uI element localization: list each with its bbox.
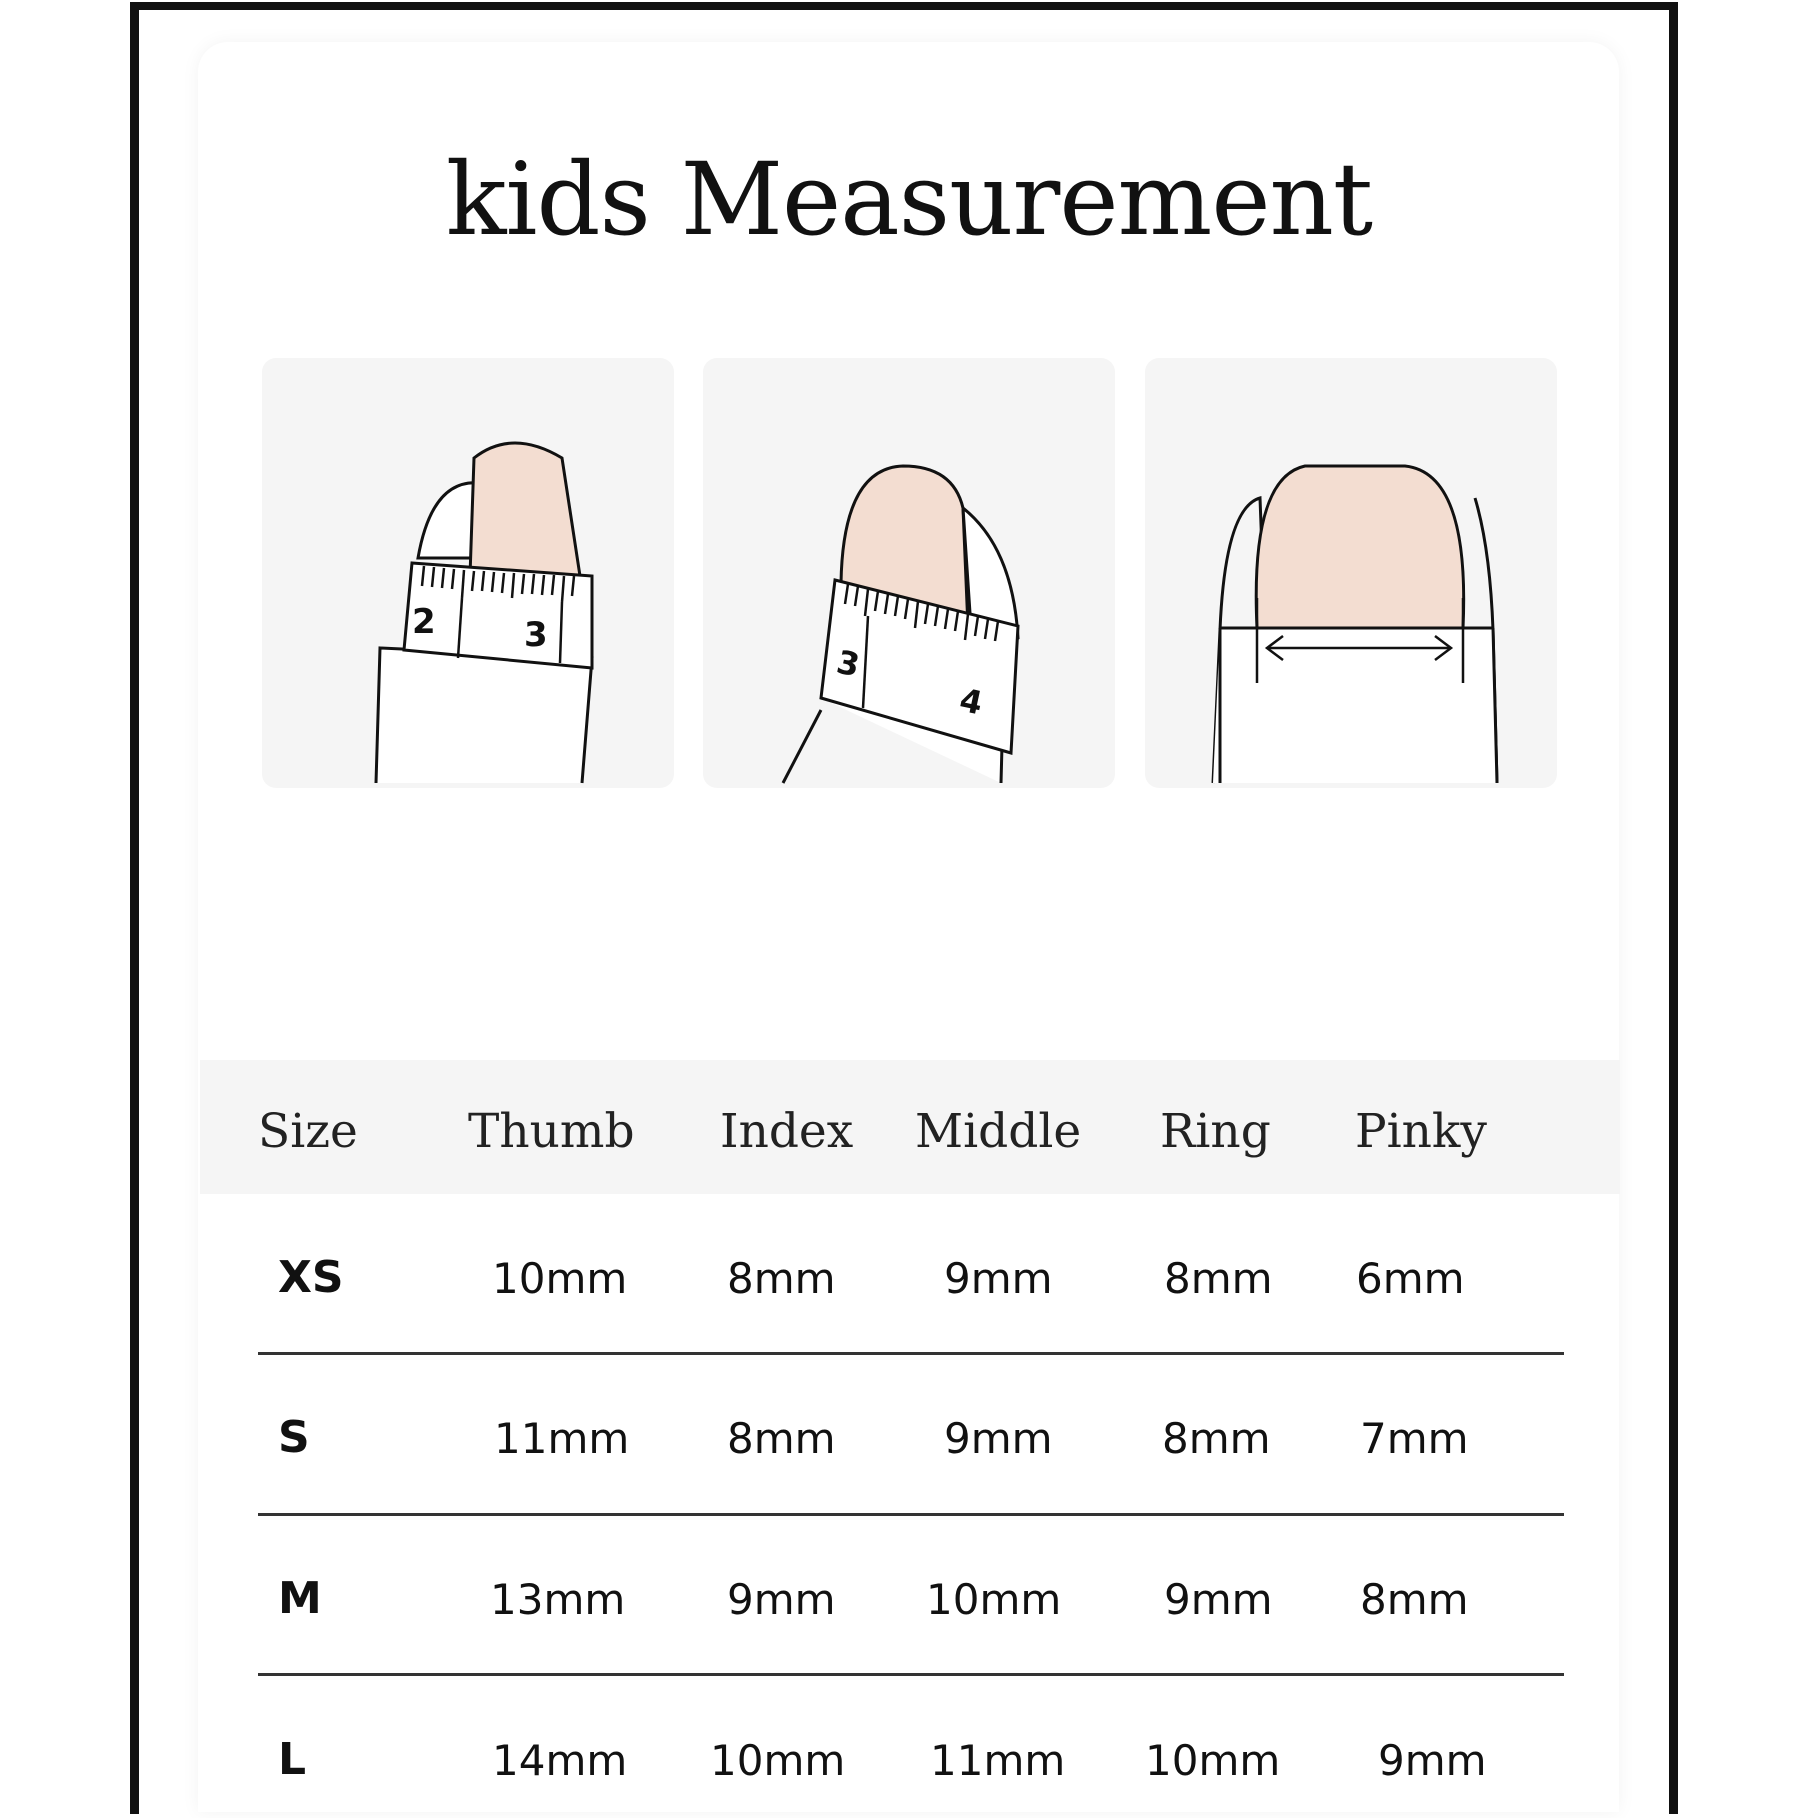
header-index: Index	[720, 1104, 854, 1159]
row-xs-index: 8mm	[727, 1254, 836, 1303]
row-xs-size: XS	[278, 1252, 344, 1303]
row-xs-pinky: 6mm	[1356, 1254, 1465, 1303]
ruler-number-4-side: 4	[956, 680, 987, 723]
row-l-index: 10mm	[710, 1736, 846, 1785]
page-title: kids Measurement	[445, 141, 1373, 258]
row-l-middle: 11mm	[930, 1736, 1066, 1785]
row-m-size: M	[278, 1573, 322, 1624]
illustration-thumb-measure	[262, 358, 674, 788]
row-m-pinky: 8mm	[1360, 1575, 1469, 1624]
row-m-middle: 10mm	[926, 1575, 1062, 1624]
row-divider-3	[258, 1673, 1564, 1676]
row-l-ring: 10mm	[1145, 1736, 1281, 1785]
row-l-pinky: 9mm	[1378, 1736, 1487, 1785]
thumb-measure-illustration	[262, 358, 674, 788]
content-card	[198, 42, 1619, 1812]
ruler-number-3-side: 3	[833, 642, 864, 685]
row-s-pinky: 7mm	[1360, 1414, 1469, 1463]
row-s-thumb: 11mm	[494, 1414, 630, 1463]
header-size: Size	[258, 1104, 358, 1159]
row-m-thumb: 13mm	[490, 1575, 626, 1624]
row-l-size: L	[278, 1734, 307, 1785]
side-measure-illustration	[703, 358, 1115, 788]
ruler-number-2: 2	[412, 602, 436, 642]
width-measure-illustration	[1145, 358, 1557, 788]
illustration-width-measure	[1145, 358, 1557, 788]
row-xs-middle: 9mm	[944, 1254, 1053, 1303]
header-pinky: Pinky	[1355, 1104, 1487, 1159]
header-ring: Ring	[1160, 1104, 1271, 1159]
header-middle: Middle	[915, 1104, 1082, 1159]
row-s-index: 8mm	[727, 1414, 836, 1463]
header-thumb: Thumb	[468, 1104, 635, 1159]
row-s-size: S	[278, 1412, 310, 1463]
ruler-number-3: 3	[524, 615, 548, 655]
row-m-ring: 9mm	[1164, 1575, 1273, 1624]
row-divider-1	[258, 1352, 1564, 1355]
illustration-side-measure	[703, 358, 1115, 788]
row-l-thumb: 14mm	[492, 1736, 628, 1785]
row-xs-thumb: 10mm	[492, 1254, 628, 1303]
row-xs-ring: 8mm	[1164, 1254, 1273, 1303]
row-m-index: 9mm	[727, 1575, 836, 1624]
row-s-middle: 9mm	[944, 1414, 1053, 1463]
row-s-ring: 8mm	[1162, 1414, 1271, 1463]
row-divider-2	[258, 1513, 1564, 1516]
